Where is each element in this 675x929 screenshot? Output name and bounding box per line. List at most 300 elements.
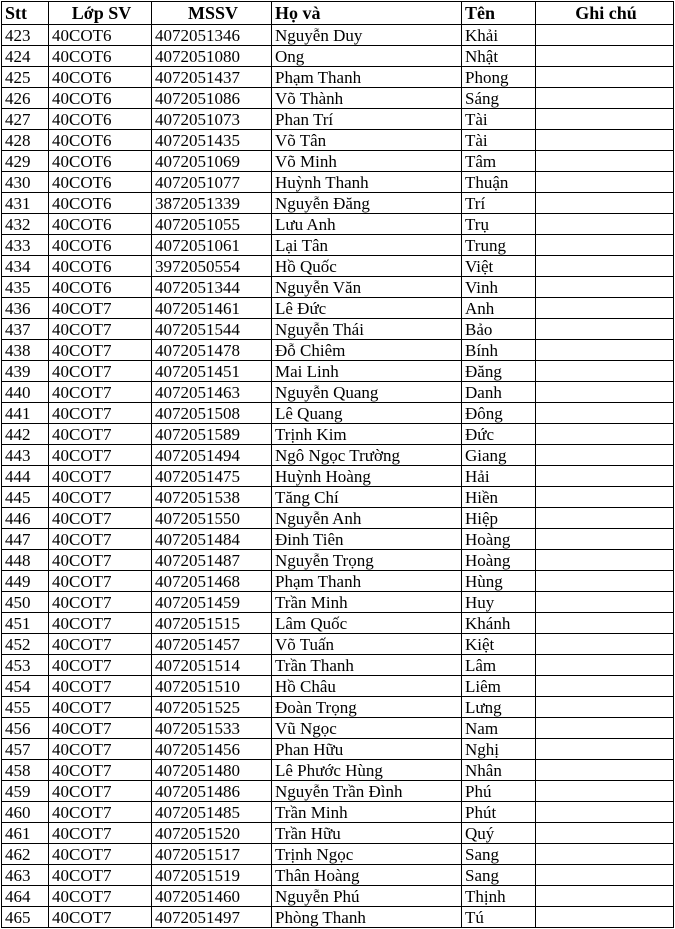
first-name-cell: Bính — [462, 340, 536, 361]
class-cell: 40COT6 — [49, 193, 152, 214]
class-cell: 40COT7 — [49, 802, 152, 823]
class-cell: 40COT6 — [49, 235, 152, 256]
student-id-cell: 3872051339 — [152, 193, 272, 214]
table-row — [2, 529, 674, 550]
class-cell: 40COT7 — [49, 550, 152, 571]
row-number: 446 — [2, 508, 49, 529]
notes-cell — [536, 445, 674, 466]
first-name-cell: Khánh — [462, 613, 536, 634]
student-id-cell: 4072051486 — [152, 781, 272, 802]
row-number: 458 — [2, 760, 49, 781]
table-row — [2, 697, 674, 718]
last-name-cell: Phạm Thanh — [272, 571, 462, 592]
last-name-cell: Võ Tân — [272, 130, 462, 151]
header-student-id: MSSV — [152, 2, 272, 25]
class-cell: 40COT6 — [49, 172, 152, 193]
student-id-cell: 4072051478 — [152, 340, 272, 361]
first-name-cell: Trụ — [462, 214, 536, 235]
student-id-cell: 4072051460 — [152, 886, 272, 907]
last-name-cell: Lê Quang — [272, 403, 462, 424]
first-name-cell: Việt — [462, 256, 536, 277]
notes-cell — [536, 67, 674, 88]
row-number: 455 — [2, 697, 49, 718]
first-name-cell: Phú — [462, 781, 536, 802]
student-id-cell: 4072051533 — [152, 718, 272, 739]
first-name-cell: Kiệt — [462, 634, 536, 655]
notes-cell — [536, 865, 674, 886]
last-name-cell: Huỳnh Thanh — [272, 172, 462, 193]
class-cell: 40COT7 — [49, 403, 152, 424]
class-cell: 40COT7 — [49, 697, 152, 718]
row-number: 439 — [2, 361, 49, 382]
student-id-cell: 4072051055 — [152, 214, 272, 235]
last-name-cell: Trịnh Ngọc — [272, 844, 462, 865]
notes-cell — [536, 655, 674, 676]
first-name-cell: Tâm — [462, 151, 536, 172]
first-name-cell: Hiệp — [462, 508, 536, 529]
row-number: 442 — [2, 424, 49, 445]
first-name-cell: Thuận — [462, 172, 536, 193]
class-cell: 40COT6 — [49, 214, 152, 235]
first-name-cell: Thịnh — [462, 886, 536, 907]
last-name-cell: Nguyễn Trọng — [272, 550, 462, 571]
table-row — [2, 361, 674, 382]
notes-cell — [536, 193, 674, 214]
header-class: Lớp SV — [49, 2, 152, 25]
student-id-cell: 4072051475 — [152, 466, 272, 487]
first-name-cell: Hoàng — [462, 550, 536, 571]
table-row — [2, 466, 674, 487]
student-id-cell: 4072051456 — [152, 739, 272, 760]
notes-cell — [536, 802, 674, 823]
student-id-cell: 4072051589 — [152, 424, 272, 445]
table-row — [2, 760, 674, 781]
notes-cell — [536, 424, 674, 445]
student-id-cell: 4072051538 — [152, 487, 272, 508]
class-cell: 40COT7 — [49, 886, 152, 907]
notes-cell — [536, 613, 674, 634]
notes-cell — [536, 214, 674, 235]
table-row — [2, 844, 674, 865]
notes-cell — [536, 487, 674, 508]
notes-cell — [536, 403, 674, 424]
row-number: 441 — [2, 403, 49, 424]
class-cell: 40COT6 — [49, 277, 152, 298]
class-cell: 40COT6 — [49, 109, 152, 130]
first-name-cell: Nam — [462, 718, 536, 739]
student-id-cell: 4072051346 — [152, 25, 272, 46]
table-row — [2, 613, 674, 634]
student-id-cell: 4072051510 — [152, 676, 272, 697]
student-id-cell: 4072051515 — [152, 613, 272, 634]
first-name-cell: Bảo — [462, 319, 536, 340]
first-name-cell: Nhân — [462, 760, 536, 781]
first-name-cell: Phút — [462, 802, 536, 823]
last-name-cell: Phan Hữu — [272, 739, 462, 760]
notes-cell — [536, 676, 674, 697]
first-name-cell: Đông — [462, 403, 536, 424]
row-number: 448 — [2, 550, 49, 571]
table-row — [2, 487, 674, 508]
first-name-cell: Khải — [462, 25, 536, 46]
class-cell: 40COT7 — [49, 592, 152, 613]
class-cell: 40COT7 — [49, 718, 152, 739]
first-name-cell: Liêm — [462, 676, 536, 697]
table-row — [2, 907, 674, 928]
row-number: 434 — [2, 256, 49, 277]
notes-cell — [536, 25, 674, 46]
student-id-cell: 4072051437 — [152, 67, 272, 88]
table-row — [2, 865, 674, 886]
row-number: 454 — [2, 676, 49, 697]
notes-cell — [536, 235, 674, 256]
table-row — [2, 634, 674, 655]
notes-cell — [536, 571, 674, 592]
student-id-cell: 4072051550 — [152, 508, 272, 529]
row-number: 465 — [2, 907, 49, 928]
table-row — [2, 382, 674, 403]
last-name-cell: Nguyễn Thái — [272, 319, 462, 340]
header-stt: Stt — [2, 2, 49, 25]
row-number: 459 — [2, 781, 49, 802]
notes-cell — [536, 340, 674, 361]
student-id-cell: 4072051520 — [152, 823, 272, 844]
table-row — [2, 172, 674, 193]
class-cell: 40COT7 — [49, 739, 152, 760]
notes-cell — [536, 88, 674, 109]
class-cell: 40COT7 — [49, 823, 152, 844]
row-number: 461 — [2, 823, 49, 844]
student-id-cell: 3972050554 — [152, 256, 272, 277]
last-name-cell: Mai Linh — [272, 361, 462, 382]
last-name-cell: Lưu Anh — [272, 214, 462, 235]
last-name-cell: Võ Thành — [272, 88, 462, 109]
student-id-cell: 4072051463 — [152, 382, 272, 403]
last-name-cell: Lê Đức — [272, 298, 462, 319]
first-name-cell: Sáng — [462, 88, 536, 109]
class-cell: 40COT6 — [49, 130, 152, 151]
row-number: 452 — [2, 634, 49, 655]
student-id-cell: 4072051061 — [152, 235, 272, 256]
notes-cell — [536, 46, 674, 67]
notes-cell — [536, 151, 674, 172]
row-number: 456 — [2, 718, 49, 739]
notes-cell — [536, 844, 674, 865]
notes-cell — [536, 130, 674, 151]
notes-cell — [536, 907, 674, 928]
header-last-name: Họ và — [272, 2, 462, 25]
table-row — [2, 214, 674, 235]
notes-cell — [536, 508, 674, 529]
table-row — [2, 592, 674, 613]
table-row — [2, 739, 674, 760]
last-name-cell: Nguyễn Duy — [272, 25, 462, 46]
first-name-cell: Tú — [462, 907, 536, 928]
last-name-cell: Hồ Châu — [272, 676, 462, 697]
table-row — [2, 193, 674, 214]
student-id-cell: 4072051485 — [152, 802, 272, 823]
last-name-cell: Phạm Thanh — [272, 67, 462, 88]
table-row — [2, 151, 674, 172]
class-cell: 40COT6 — [49, 256, 152, 277]
row-number: 450 — [2, 592, 49, 613]
last-name-cell: Võ Minh — [272, 151, 462, 172]
notes-cell — [536, 781, 674, 802]
first-name-cell: Tài — [462, 109, 536, 130]
first-name-cell: Đức — [462, 424, 536, 445]
row-number: 462 — [2, 844, 49, 865]
last-name-cell: Võ Tuấn — [272, 634, 462, 655]
class-cell: 40COT7 — [49, 361, 152, 382]
row-number: 429 — [2, 151, 49, 172]
student-id-cell: 4072051451 — [152, 361, 272, 382]
row-number: 431 — [2, 193, 49, 214]
last-name-cell: Huỳnh Hoàng — [272, 466, 462, 487]
table-row — [2, 67, 674, 88]
class-cell: 40COT6 — [49, 151, 152, 172]
first-name-cell: Sang — [462, 844, 536, 865]
row-number: 436 — [2, 298, 49, 319]
class-cell: 40COT7 — [49, 634, 152, 655]
student-id-cell: 4072051468 — [152, 571, 272, 592]
table-row — [2, 319, 674, 340]
class-cell: 40COT7 — [49, 907, 152, 928]
row-number: 463 — [2, 865, 49, 886]
class-cell: 40COT7 — [49, 382, 152, 403]
notes-cell — [536, 361, 674, 382]
class-cell: 40COT6 — [49, 25, 152, 46]
first-name-cell: Huy — [462, 592, 536, 613]
roster-body — [2, 25, 674, 928]
table-row — [2, 256, 674, 277]
last-name-cell: Hồ Quốc — [272, 256, 462, 277]
first-name-cell: Tài — [462, 130, 536, 151]
header-row — [2, 2, 674, 25]
class-cell: 40COT6 — [49, 46, 152, 67]
student-id-cell: 4072051344 — [152, 277, 272, 298]
notes-cell — [536, 466, 674, 487]
notes-cell — [536, 172, 674, 193]
student-id-cell: 4072051517 — [152, 844, 272, 865]
first-name-cell: Hoàng — [462, 529, 536, 550]
last-name-cell: Trần Thanh — [272, 655, 462, 676]
table-row — [2, 718, 674, 739]
header-first-name: Tên — [462, 2, 536, 25]
header-notes: Ghi chú — [536, 2, 674, 25]
class-cell: 40COT7 — [49, 424, 152, 445]
row-number: 440 — [2, 382, 49, 403]
row-number: 427 — [2, 109, 49, 130]
student-id-cell: 4072051525 — [152, 697, 272, 718]
notes-cell — [536, 592, 674, 613]
last-name-cell: Nguyễn Anh — [272, 508, 462, 529]
class-cell: 40COT7 — [49, 298, 152, 319]
last-name-cell: Ong — [272, 46, 462, 67]
class-cell: 40COT7 — [49, 508, 152, 529]
row-number: 447 — [2, 529, 49, 550]
class-cell: 40COT7 — [49, 319, 152, 340]
notes-cell — [536, 298, 674, 319]
class-cell: 40COT7 — [49, 655, 152, 676]
row-number: 437 — [2, 319, 49, 340]
class-cell: 40COT6 — [49, 67, 152, 88]
table-row — [2, 823, 674, 844]
student-id-cell: 4072051077 — [152, 172, 272, 193]
notes-cell — [536, 277, 674, 298]
first-name-cell: Giang — [462, 445, 536, 466]
notes-cell — [536, 739, 674, 760]
last-name-cell: Nguyễn Quang — [272, 382, 462, 403]
row-number: 443 — [2, 445, 49, 466]
row-number: 449 — [2, 571, 49, 592]
first-name-cell: Hùng — [462, 571, 536, 592]
class-cell: 40COT7 — [49, 529, 152, 550]
student-id-cell: 4072051494 — [152, 445, 272, 466]
table-row — [2, 298, 674, 319]
last-name-cell: Đoàn Trọng — [272, 697, 462, 718]
table-row — [2, 781, 674, 802]
row-number: 426 — [2, 88, 49, 109]
last-name-cell: Lê Phước Hùng — [272, 760, 462, 781]
student-id-cell: 4072051508 — [152, 403, 272, 424]
last-name-cell: Trần Minh — [272, 592, 462, 613]
last-name-cell: Lại Tân — [272, 235, 462, 256]
notes-cell — [536, 382, 674, 403]
notes-cell — [536, 760, 674, 781]
class-cell: 40COT7 — [49, 613, 152, 634]
row-number: 428 — [2, 130, 49, 151]
table-row — [2, 886, 674, 907]
last-name-cell: Trần Minh — [272, 802, 462, 823]
student-id-cell: 4072051484 — [152, 529, 272, 550]
last-name-cell: Vũ Ngọc — [272, 718, 462, 739]
student-id-cell: 4072051435 — [152, 130, 272, 151]
table-row — [2, 25, 674, 46]
student-id-cell: 4072051069 — [152, 151, 272, 172]
first-name-cell: Trung — [462, 235, 536, 256]
last-name-cell: Tăng Chí — [272, 487, 462, 508]
student-id-cell: 4072051519 — [152, 865, 272, 886]
table-row — [2, 424, 674, 445]
table-row — [2, 109, 674, 130]
row-number: 460 — [2, 802, 49, 823]
row-number: 424 — [2, 46, 49, 67]
first-name-cell: Danh — [462, 382, 536, 403]
first-name-cell: Lưng — [462, 697, 536, 718]
last-name-cell: Trần Hữu — [272, 823, 462, 844]
class-cell: 40COT7 — [49, 844, 152, 865]
student-id-cell: 4072051487 — [152, 550, 272, 571]
first-name-cell: Nghị — [462, 739, 536, 760]
table-row — [2, 130, 674, 151]
student-id-cell: 4072051497 — [152, 907, 272, 928]
student-id-cell: 4072051086 — [152, 88, 272, 109]
table-row — [2, 550, 674, 571]
last-name-cell: Nguyễn Đăng — [272, 193, 462, 214]
first-name-cell: Lâm — [462, 655, 536, 676]
notes-cell — [536, 319, 674, 340]
last-name-cell: Lâm Quốc — [272, 613, 462, 634]
notes-cell — [536, 109, 674, 130]
last-name-cell: Phan Trí — [272, 109, 462, 130]
row-number: 451 — [2, 613, 49, 634]
row-number: 464 — [2, 886, 49, 907]
row-number: 444 — [2, 466, 49, 487]
class-cell: 40COT7 — [49, 676, 152, 697]
last-name-cell: Nguyễn Trần Đình — [272, 781, 462, 802]
last-name-cell: Trịnh Kim — [272, 424, 462, 445]
table-row — [2, 88, 674, 109]
student-roster-table — [1, 1, 674, 928]
table-row — [2, 235, 674, 256]
first-name-cell: Đăng — [462, 361, 536, 382]
table-row — [2, 655, 674, 676]
notes-cell — [536, 697, 674, 718]
last-name-cell: Nguyễn Phú — [272, 886, 462, 907]
last-name-cell: Đỗ Chiêm — [272, 340, 462, 361]
first-name-cell: Hiền — [462, 487, 536, 508]
student-id-cell: 4072051080 — [152, 46, 272, 67]
last-name-cell: Phòng Thanh — [272, 907, 462, 928]
first-name-cell: Trí — [462, 193, 536, 214]
table-row — [2, 802, 674, 823]
class-cell: 40COT7 — [49, 445, 152, 466]
student-id-cell: 4072051514 — [152, 655, 272, 676]
first-name-cell: Anh — [462, 298, 536, 319]
row-number: 457 — [2, 739, 49, 760]
table-row — [2, 403, 674, 424]
first-name-cell: Hải — [462, 466, 536, 487]
table-row — [2, 340, 674, 361]
class-cell: 40COT7 — [49, 865, 152, 886]
table-row — [2, 445, 674, 466]
first-name-cell: Nhật — [462, 46, 536, 67]
notes-cell — [536, 718, 674, 739]
student-id-cell: 4072051544 — [152, 319, 272, 340]
row-number: 432 — [2, 214, 49, 235]
row-number: 425 — [2, 67, 49, 88]
row-number: 435 — [2, 277, 49, 298]
class-cell: 40COT6 — [49, 88, 152, 109]
first-name-cell: Sang — [462, 865, 536, 886]
row-number: 430 — [2, 172, 49, 193]
notes-cell — [536, 886, 674, 907]
student-id-cell: 4072051073 — [152, 109, 272, 130]
table-row — [2, 508, 674, 529]
notes-cell — [536, 550, 674, 571]
row-number: 423 — [2, 25, 49, 46]
table-row — [2, 277, 674, 298]
class-cell: 40COT7 — [49, 760, 152, 781]
class-cell: 40COT7 — [49, 487, 152, 508]
student-id-cell: 4072051461 — [152, 298, 272, 319]
last-name-cell: Thân Hoàng — [272, 865, 462, 886]
student-id-cell: 4072051480 — [152, 760, 272, 781]
row-number: 445 — [2, 487, 49, 508]
class-cell: 40COT7 — [49, 781, 152, 802]
student-id-cell: 4072051457 — [152, 634, 272, 655]
notes-cell — [536, 529, 674, 550]
notes-cell — [536, 256, 674, 277]
table-row — [2, 46, 674, 67]
first-name-cell: Quý — [462, 823, 536, 844]
row-number: 453 — [2, 655, 49, 676]
row-number: 438 — [2, 340, 49, 361]
class-cell: 40COT7 — [49, 571, 152, 592]
student-id-cell: 4072051459 — [152, 592, 272, 613]
table-row — [2, 676, 674, 697]
last-name-cell: Ngô Ngọc Trường — [272, 445, 462, 466]
